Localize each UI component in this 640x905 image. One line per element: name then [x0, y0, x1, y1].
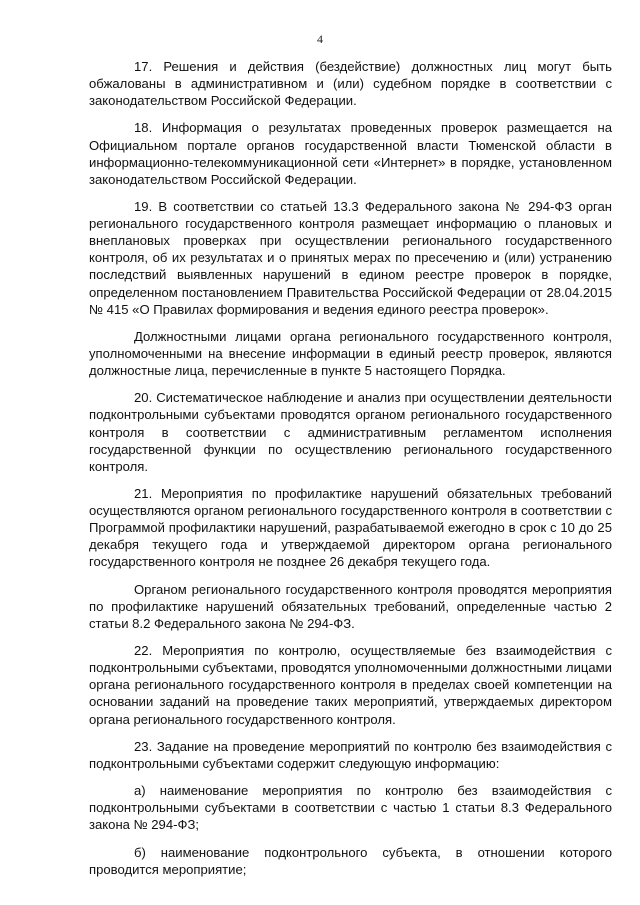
- paragraph-prevention-measures: Органом регионального государственного контроля проводятся мероприятия по профилактике нарушений обязательных требований, определенные частью 2 статьи 8.2 Федерального закона № 294-ФЗ.: [89, 581, 612, 631]
- page-number: 4: [317, 32, 323, 46]
- paragraph-item-23b: б) наименование подконтрольного субъекта, в отношении которого проводится мероприятие;: [89, 844, 612, 877]
- paragraph-item-18: 18. Информация о результатах проведенных проверок размещается на Официальном портале органов государственной власти Тюменской области в информационно-телекоммуникационной сети «Интернет» в порядке, установленном законодательством Российской Федерации.: [89, 120, 612, 187]
- paragraph-item-19: 19. В соответствии со статьей 13.3 Федерального закона № 294-ФЗ орган регионального государственного контроля размещает информацию о плановых и внеплановых проверках при осуществлении регионального государственного контроля, об их результатах и о принятых мерах по пресечению и (или) устранению последствий выявленных нарушений в едином реестре проверок в порядке, определенном постановлением Правительства Российской Федерации от 28.04.2015 № 415 «О Правилах формирования и ведения единого реестра проверок».: [89, 199, 612, 317]
- paragraph-registry-officials: Должностными лицами органа регионального государственного контроля, уполномоченными на внесение информации в единый реестр проверок, являются должностные лица, перечисленные в пункте 5 настоящего Порядка.: [89, 328, 612, 379]
- document-body: [89, 58, 612, 888]
- paragraph-item-21: 21. Мероприятия по профилактике нарушений обязательных требований осуществляются органом регионального государственного контроля в соответствии с Программой профилактики нарушений, разрабатываемой ежегодно в срок с 10 до 25 декабря текущего года и утверждаемой директором органа регионального государственного контроля не позднее 26 декабря текущего года.: [89, 486, 612, 570]
- paragraph-item-20: 20. Систематическое наблюдение и анализ при осуществлении деятельности подконтрольными субъектами проводятся органом регионального государственного контроля в соответствии с административным регламентом исполнения государственной функции по осуществлению регионального государственного контроля.: [89, 390, 612, 474]
- paragraph-item-22: 22. Мероприятия по контролю, осуществляемые без взаимодействия с подконтрольными субъектами, проводятся уполномоченными должностными лицами органа регионального государственного контроля в пределах своей компетенции на основании заданий на проведение таких мероприятий, утверждаемых директором органа регионального государственного контроля.: [89, 643, 612, 727]
- paragraph-item-23: 23. Задание на проведение мероприятий по контролю без взаимодействия с подконтрольными субъектами содержит следующую информацию:: [89, 738, 612, 771]
- paragraph-item-23a: а) наименование мероприятия по контролю без взаимодействия с подконтрольными субъектами в соответствии с частью 1 статьи 8.3 Федерального закона № 294-ФЗ;: [89, 783, 612, 833]
- paragraph-item-17: 17. Решения и действия (бездействие) должностных лиц могут быть обжалованы в административном и (или) судебном порядке в соответствии с законодательством Российской Федерации.: [89, 59, 612, 109]
